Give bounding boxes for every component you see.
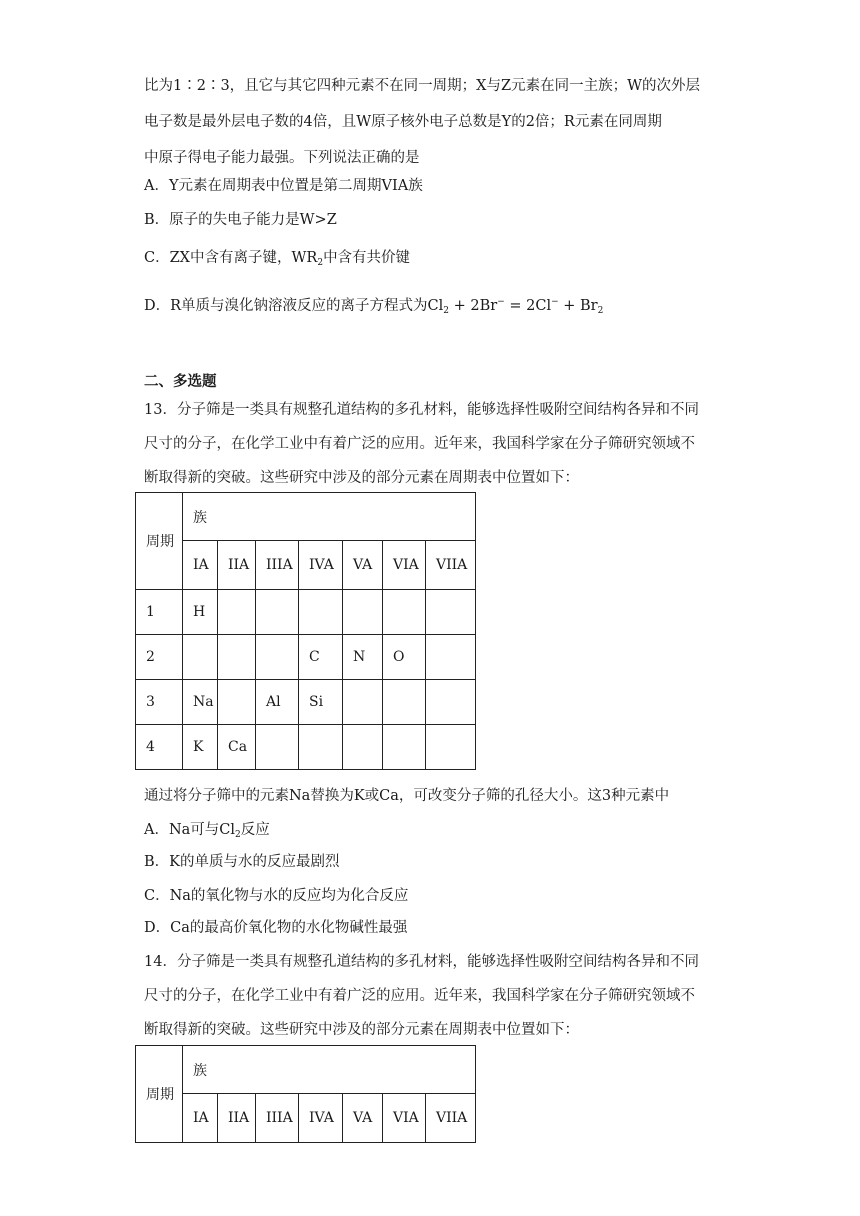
table-group-cell: IIA xyxy=(218,541,256,590)
table-element-cell xyxy=(256,725,299,770)
table-group-cell: IA xyxy=(183,541,218,590)
table-row xyxy=(136,590,476,635)
table-element-cell: Ca xyxy=(218,725,256,770)
table-group-cell: IVA xyxy=(299,1094,343,1143)
table-element-cell xyxy=(383,590,426,635)
table-group-cell: VA xyxy=(343,541,383,590)
table-element-cell xyxy=(383,680,426,725)
table-group-cell: IIIA xyxy=(256,541,299,590)
table-element-cell xyxy=(183,635,218,680)
q12-text-line-2: 电子数是最外层电子数的4倍，且W原子核外电子总数是Y的2倍；R元素在同周期 xyxy=(144,114,662,130)
table-group-header: 族 xyxy=(183,1046,476,1094)
table-group-header: 族 xyxy=(183,493,476,541)
q13-after-table-text: 通过将分子筛中的元素Na替换为K或Ca，可改变分子筛的孔径大小。这3种元素中 xyxy=(144,788,670,804)
q13-text-line-3: 断取得新的突破。这些研究中涉及的部分元素在周期表中位置如下： xyxy=(144,470,579,486)
table-element-cell xyxy=(256,635,299,680)
q14-periodic-table xyxy=(135,1045,476,1143)
table-group-cell: IIIA xyxy=(256,1094,299,1143)
table-element-cell xyxy=(256,590,299,635)
table-period-header: 周期 xyxy=(136,1046,183,1143)
table-element-cell xyxy=(299,725,343,770)
table-row xyxy=(136,635,476,680)
table-element-cell: O xyxy=(383,635,426,680)
q14-text-line-2: 尺寸的分子，在化学工业中有着广泛的应用。近年来，我国科学家在分子筛研究领域不 xyxy=(144,988,695,1004)
q12-option-b: B．原子的失电子能力是W>Z xyxy=(144,212,337,228)
table-element-cell xyxy=(218,590,256,635)
table-element-cell xyxy=(343,680,383,725)
table-group-cell: IA xyxy=(183,1094,218,1143)
q13-periodic-table xyxy=(135,492,476,770)
q12-option-a: A．Y元素在周期表中位置是第二周期VIA族 xyxy=(144,178,423,194)
q13-option-d: D．Ca的最高价氧化物的水化物碱性最强 xyxy=(144,920,408,936)
table-element-cell xyxy=(383,725,426,770)
table-period-cell: 4 xyxy=(136,725,183,770)
table-element-cell xyxy=(343,590,383,635)
q13-option-c: C．Na的氧化物与水的反应均为化合反应 xyxy=(144,888,409,904)
table-group-cell: VIA xyxy=(383,1094,426,1143)
table-group-cell: VIIA xyxy=(426,1094,476,1143)
table-element-cell: K xyxy=(183,725,218,770)
q12-option-c: C．ZX中含有离子键，$WR_2$中含有共价键 xyxy=(144,250,411,268)
table-element-cell xyxy=(426,680,476,725)
q13-text-line-2: 尺寸的分子，在化学工业中有着广泛的应用。近年来，我国科学家在分子筛研究领域不 xyxy=(144,436,695,452)
table-period-cell: 3 xyxy=(136,680,183,725)
table-period-cell: 1 xyxy=(136,590,183,635)
q14-text-line-1: 14．分子筛是一类具有规整孔道结构的多孔材料，能够选择性吸附空间结构各异和不同 xyxy=(144,954,699,970)
q12-text-line-3: 中原子得电子能力最强。下列说法正确的是 xyxy=(144,150,420,166)
section-heading-multiple-choice: 二、多选题 xyxy=(144,373,217,390)
table-period-header: 周期 xyxy=(136,493,183,590)
table-element-cell xyxy=(299,590,343,635)
table-group-cell: VIA xyxy=(383,541,426,590)
table-element-cell xyxy=(218,635,256,680)
table-element-cell: Si xyxy=(299,680,343,725)
table-element-cell: Al xyxy=(256,680,299,725)
table-element-cell xyxy=(343,725,383,770)
table-element-cell xyxy=(218,680,256,725)
table-element-cell xyxy=(426,590,476,635)
table-row xyxy=(136,725,476,770)
table-element-cell: C xyxy=(299,635,343,680)
table-element-cell: H xyxy=(183,590,218,635)
q12-text-line-1: 比为1∶2∶3，且它与其它四种元素不在同一周期；X与Z元素在同一主族；W的次外层 xyxy=(144,78,700,94)
table-group-cell: VA xyxy=(343,1094,383,1143)
table-element-cell: Na xyxy=(183,680,218,725)
table-element-cell xyxy=(426,725,476,770)
q14-text-line-3: 断取得新的突破。这些研究中涉及的部分元素在周期表中位置如下： xyxy=(144,1022,579,1038)
q13-option-a: A．Na可与$Cl_2$反应 xyxy=(144,822,270,840)
table-group-cell: VIIA xyxy=(426,541,476,590)
q13-option-b: B．K的单质与水的反应最剧烈 xyxy=(144,854,340,870)
table-group-cell: IIA xyxy=(218,1094,256,1143)
table-element-cell: N xyxy=(343,635,383,680)
table-element-cell xyxy=(426,635,476,680)
q13-text-line-1: 13．分子筛是一类具有规整孔道结构的多孔材料，能够选择性吸附空间结构各异和不同 xyxy=(144,402,699,418)
q12-option-d: D．R单质与溴化钠溶液反应的离子方程式为$Cl_2 + 2Br^- = 2Cl^- + Br_2$ xyxy=(144,297,604,316)
table-group-cell: IVA xyxy=(299,541,343,590)
table-period-cell: 2 xyxy=(136,635,183,680)
table-row xyxy=(136,680,476,725)
